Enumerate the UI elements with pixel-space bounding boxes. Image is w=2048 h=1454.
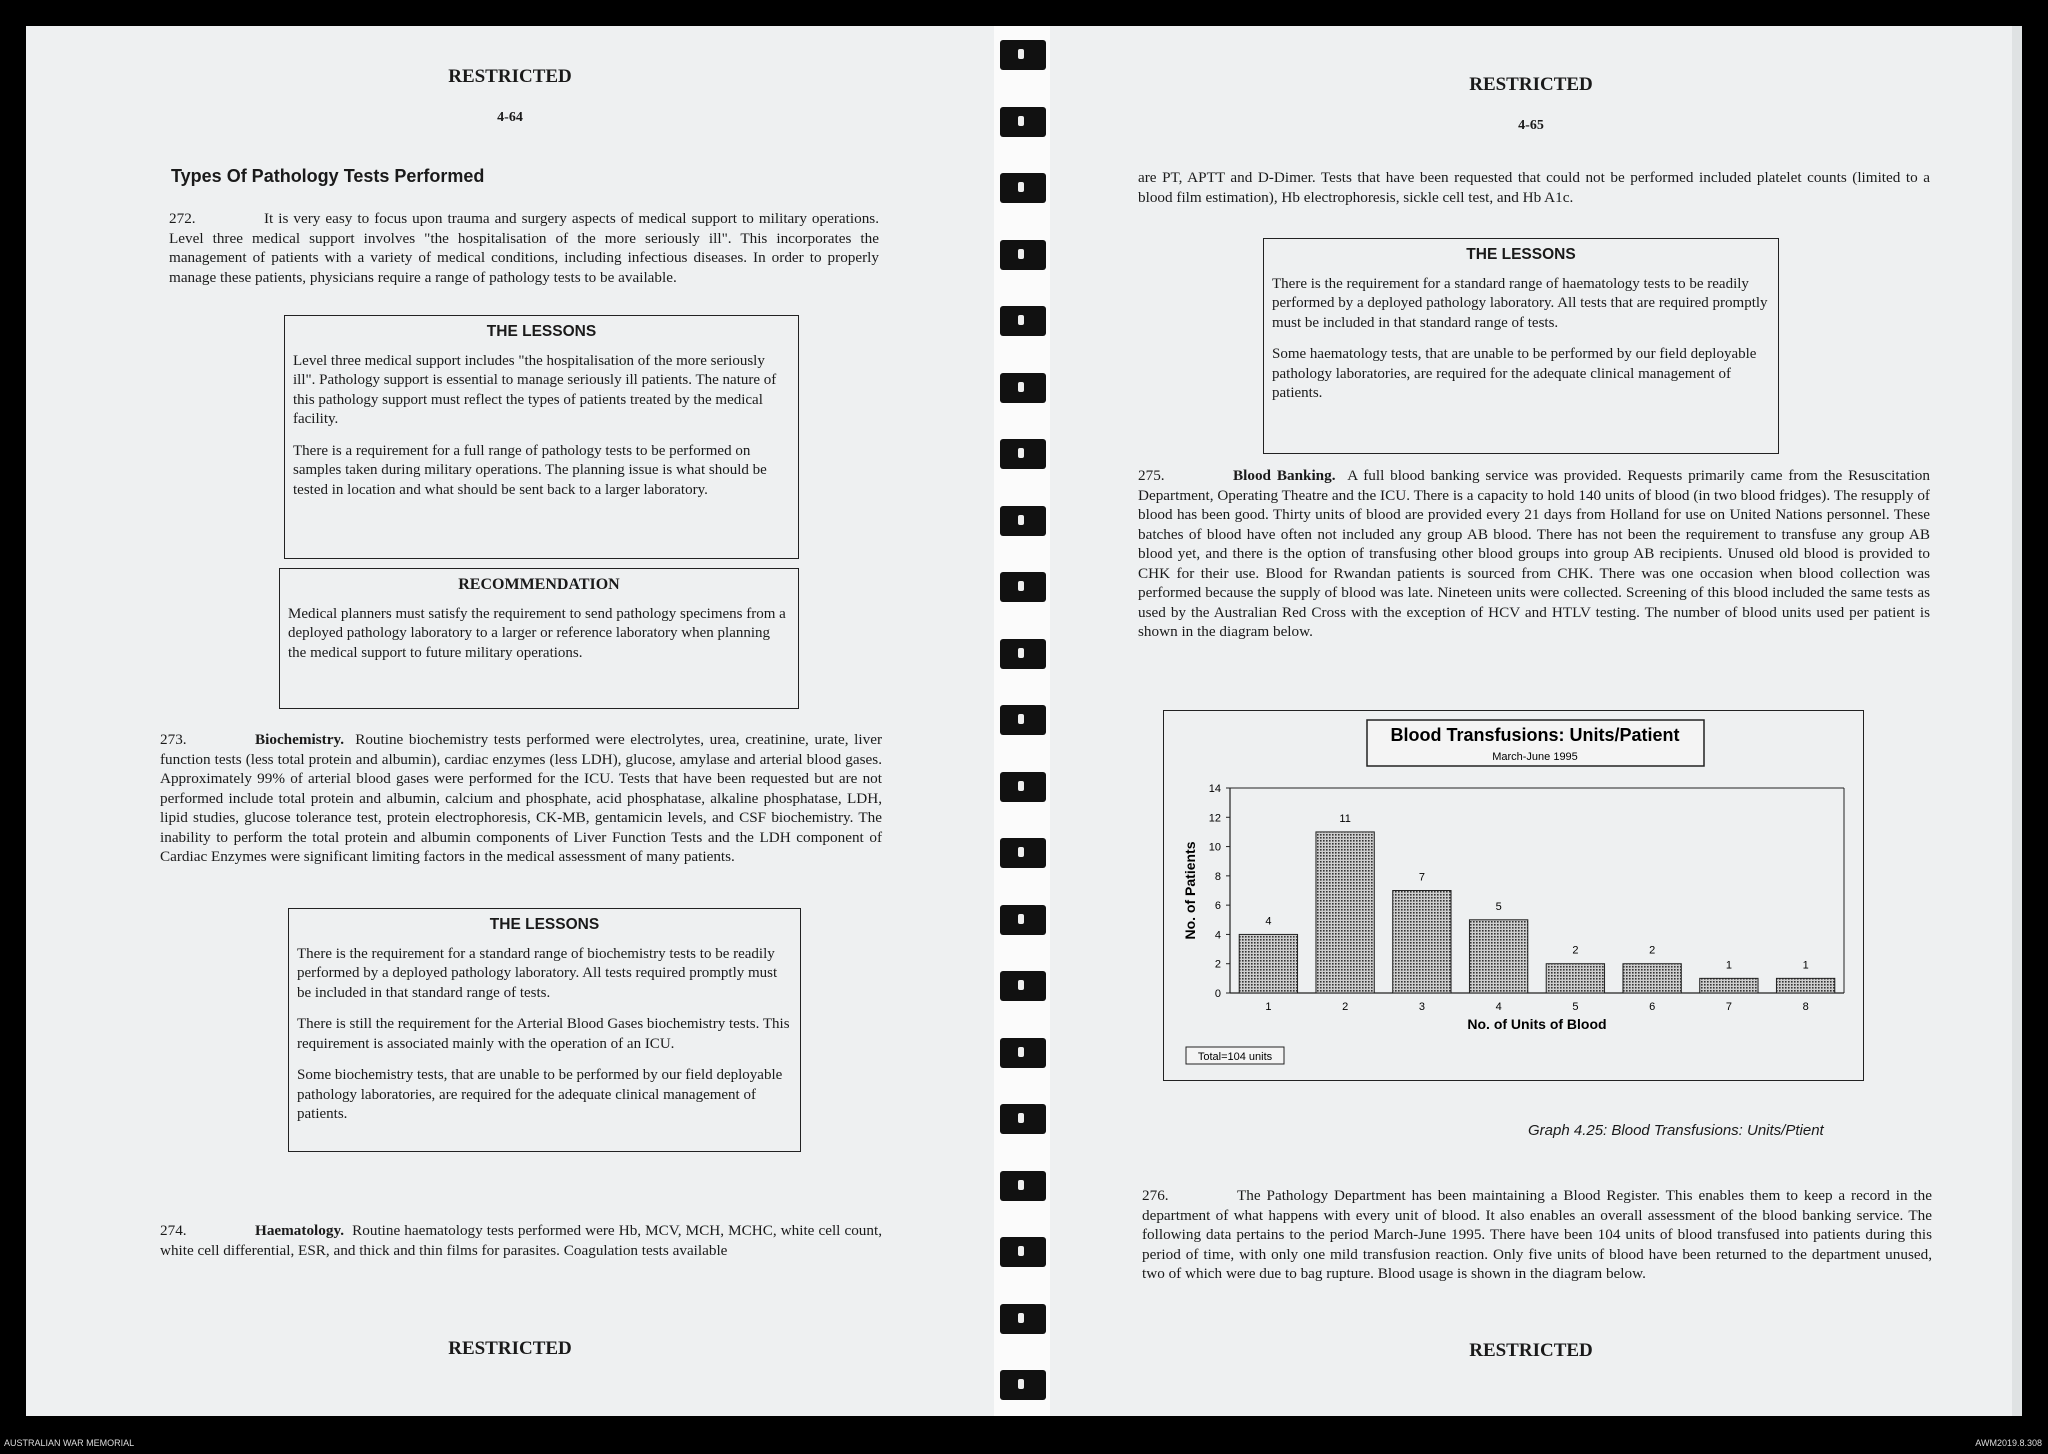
binding-ring (1000, 173, 1046, 203)
recommendation-box (279, 568, 799, 709)
paragraph-text: Routine haematology tests performed were Hb, MCV, MCH, MCHC, white cell count, white cell differential, ESR, and thick and thin films for parasites. Coagulation tests available (160, 1222, 882, 1259)
paragraph-text: A full blood banking service was provided. Requests primarily came from the Resuscitation Department, Operating Theatre and the ICU. There is a capacity to hold 140 units of blood (in two blood fridges). The resupply of blood has been good. Thirty units of blood are provided every 21 days from Holland for use on United Nations personnel. These batches of blood have often not included any group AB blood. There has not been the requirement to transfuse any group AB blood yet, and there is the option of transfusing other blood groups into group AB recipients. Unused old blood is provided to CHK for their use. Blood for Rwandan patients is sourced from CHK. There was one occasion when blood collection was performed because the supply of blood was late. Nineteen units were collected. Screening of this blood included the same tests as used by the Australian Red Cross with the exception of HCV and HTLV testing. The number of blood units used per patient is shown in the diagram below. (1138, 467, 1930, 640)
lessons-box-2 (288, 908, 801, 1152)
paragraph-text: It is very easy to focus upon trauma and surgery aspects of medical support to military operations. Level three medical support involves "the hospitalisation of the more seriously ill". This incorporates the management of patients with a variety of medical conditions, including infectious diseases. In order to properly manage these patients, physicians require a range of pathology tests to be available. (169, 210, 879, 286)
page-edge (2012, 26, 2022, 1416)
archive-label-right: AWM2019.8.308 (1975, 1438, 2042, 1448)
paragraph-text: Routine biochemistry tests performed were electrolytes, urea, creatinine, urate, liver function tests (less total protein and albumin), cardiac enzymes (less LDH), glucose, amylase and arterial blood gases. Approximately 99% of arterial blood gases were performed for the ICU. Tests that have been requested but are not performed include total protein and albumin, calcium and phosphate, acid phosphatase, alkaline phosphatase, LDH, lipid studies, glucose tolerance test, protein electrophoresis, CK-MB, gentamicin levels, and CSF biochemistry. The inability to perform the total protein and albumin components of Liver Function Tests and the LDH component of Cardiac Enzymes were significant limiting factors in the medical assessment of many patients. (160, 731, 883, 865)
binding-ring (1000, 772, 1046, 802)
chart-subtitle: March-June 1995 (1492, 751, 1578, 763)
lessons-title: THE LESSONS (486, 323, 597, 340)
x-tick-label: 2 (1342, 1001, 1349, 1013)
paragraph-276 (1142, 1186, 1932, 1284)
section-title: Types Of Pathology Tests Performed (171, 166, 485, 186)
binding-ring (1000, 240, 1046, 270)
binding-ring (1000, 838, 1046, 868)
y-axis-label: No. of Patients (1182, 841, 1198, 940)
y-tick-label: 14 (1208, 783, 1221, 795)
graph-caption: Graph 4.25: Blood Transfusions: Units/Ptient (1528, 1122, 1824, 1139)
paragraph-275 (1138, 466, 1930, 642)
y-tick-label: 2 (1214, 958, 1221, 971)
paragraph-274-continued: are PT, APTT and D-Dimer. Tests that have been requested that could not be performed included platelet counts (limited to a blood film estimation), Hb electrophoresis, sickle cell test, and Hb A1c. (1138, 169, 1930, 206)
binding-ring (1000, 1237, 1046, 1267)
lessons-text: Some haematology tests, that are unable to be performed by our field deployable pathology laboratories, are required for the adequate clinical management of patients. (1272, 346, 1757, 401)
right-footer: RESTRICTED (1469, 1340, 1593, 1361)
lessons-text: Some biochemistry tests, that are unable to be performed by our field deployable pathology laboratories, are required for the adequate clinical management of patients. (297, 1067, 783, 1122)
bar-value-label: 2 (1649, 944, 1656, 957)
x-tick-label: 7 (1725, 1001, 1732, 1013)
bar-value-label: 2 (1572, 944, 1579, 957)
lessons-title: THE LESSONS (489, 916, 600, 933)
left-footer: RESTRICTED (448, 1338, 572, 1359)
recommendation-text: Medical planners must satisfy the requirement to send pathology specimens from a deployed pathology laboratory to a larger or reference laboratory when planning the medical support to future military operations. (288, 605, 786, 661)
binding-ring (1000, 905, 1046, 935)
lessons-text: There is the requirement for a standard range of biochemistry tests to be readily performed by a deployed pathology laboratory. All tests required promptly must be included in that standard range of tests. (297, 945, 778, 1001)
binding-ring (1000, 1171, 1046, 1201)
bar (1623, 964, 1681, 993)
archive-label-left: AUSTRALIAN WAR MEMORIAL (4, 1438, 135, 1448)
lessons-text: There is the requirement for a standard range of haematology tests to be readily performed by a deployed pathology laboratory. All tests that are required promptly must be included in that standard range of tests. (1272, 275, 1768, 331)
binding-ring (1000, 971, 1046, 1001)
chart-svg (1164, 711, 1865, 1082)
bar (1546, 964, 1604, 993)
paragraph-heading: Blood Banking. (1233, 467, 1336, 484)
binding-ring (1000, 1304, 1046, 1334)
paragraph-number: 276. (1142, 1187, 1169, 1204)
right-header: RESTRICTED (1469, 74, 1593, 95)
bar-value-label: 11 (1339, 812, 1351, 825)
lessons-box-3 (1263, 238, 1779, 454)
binding-ring (1000, 705, 1046, 735)
blood-transfusions-chart (1163, 710, 1864, 1081)
paragraph-number: 275. (1138, 467, 1165, 484)
x-axis-label: No. of Units of Blood (1467, 1016, 1607, 1032)
paragraph-272 (169, 209, 879, 287)
bar (1316, 832, 1374, 993)
left-header: RESTRICTED (448, 66, 572, 87)
bar (1469, 920, 1527, 993)
bar-value-label: 1 (1725, 959, 1732, 972)
lessons-text: There is a requirement for a full range of pathology tests to be performed on samples taken during military operations. The planning issue is what should be tested in location and what should be sent back to a larger laboratory. (293, 442, 767, 498)
x-tick-label: 5 (1572, 1001, 1579, 1013)
bar-value-label: 5 (1495, 900, 1502, 913)
y-tick-label: 6 (1214, 900, 1221, 913)
bar (1393, 891, 1451, 994)
bar (1700, 978, 1758, 993)
spiral-binding (994, 26, 1050, 1416)
left-page (26, 26, 995, 1416)
lessons-title: THE LESSONS (1466, 246, 1576, 263)
left-page-number: 4-64 (497, 110, 523, 125)
x-tick-label: 3 (1418, 1001, 1425, 1013)
bar-value-label: 1 (1802, 959, 1809, 972)
lessons-text: There is still the requirement for the Arterial Blood Gases biochemistry tests. This requirement is associated mainly with the operation of an ICU. (297, 1016, 790, 1052)
binding-ring (1000, 506, 1046, 536)
y-tick-label: 12 (1208, 812, 1221, 825)
binding-ring (1000, 439, 1046, 469)
binding-ring (1000, 107, 1046, 137)
x-tick-label: 8 (1802, 1001, 1809, 1013)
right-page-number: 4-65 (1518, 118, 1544, 133)
binding-ring (1000, 373, 1046, 403)
bar-value-label: 4 (1265, 915, 1272, 928)
x-tick-label: 1 (1265, 1001, 1272, 1013)
binding-ring (1000, 306, 1046, 336)
y-tick-label: 10 (1208, 841, 1221, 854)
x-tick-label: 6 (1649, 1001, 1656, 1013)
y-tick-label: 4 (1214, 929, 1221, 942)
bar (1239, 934, 1297, 993)
binding-ring (1000, 40, 1046, 70)
lessons-text: Level three medical support includes "the hospitalisation of the more seriously ill". Pathology support is essential to manage seriously ill patients. The nature of this pathology support must reflect the types of patients treated by the medical facility. (293, 352, 777, 427)
paragraph-number: 272. (169, 210, 196, 227)
binding-ring (1000, 1038, 1046, 1068)
paragraph-number: 274. (160, 1222, 187, 1239)
recommendation-title: RECOMMENDATION (458, 576, 620, 593)
paragraph-heading: Biochemistry. (255, 731, 345, 748)
lessons-box-1 (284, 315, 799, 559)
binding-ring (1000, 572, 1046, 602)
binding-ring (1000, 1370, 1046, 1400)
x-tick-label: 4 (1495, 1001, 1502, 1013)
binding-ring (1000, 639, 1046, 669)
y-tick-label: 0 (1214, 988, 1221, 1000)
total-annotation: Total=104 units (1197, 1051, 1273, 1063)
chart-title: Blood Transfusions: Units/Patient (1390, 725, 1680, 745)
paragraph-text: The Pathology Department has been maintaining a Blood Register. This enables them to keep a record in the department of what happens with every unit of blood. It also enables an overall assessment of the blood banking service. The following data pertains to the period March-June 1995. There have been 104 units of blood transfused into patients during this period of time, with only one mild transfusion reaction. Only five units of blood have been returned to the department unused, two of which were due to bag rupture. Blood usage is shown in the diagram below. (1142, 1187, 1932, 1282)
bar-value-label: 7 (1418, 871, 1425, 884)
paragraph-heading: Haematology. (255, 1222, 345, 1239)
y-tick-label: 8 (1214, 870, 1221, 883)
paragraph-274 (160, 1221, 882, 1260)
binding-ring (1000, 1104, 1046, 1134)
paragraph-number: 273. (160, 731, 187, 748)
paragraph-273 (160, 730, 882, 867)
bar (1776, 978, 1834, 993)
